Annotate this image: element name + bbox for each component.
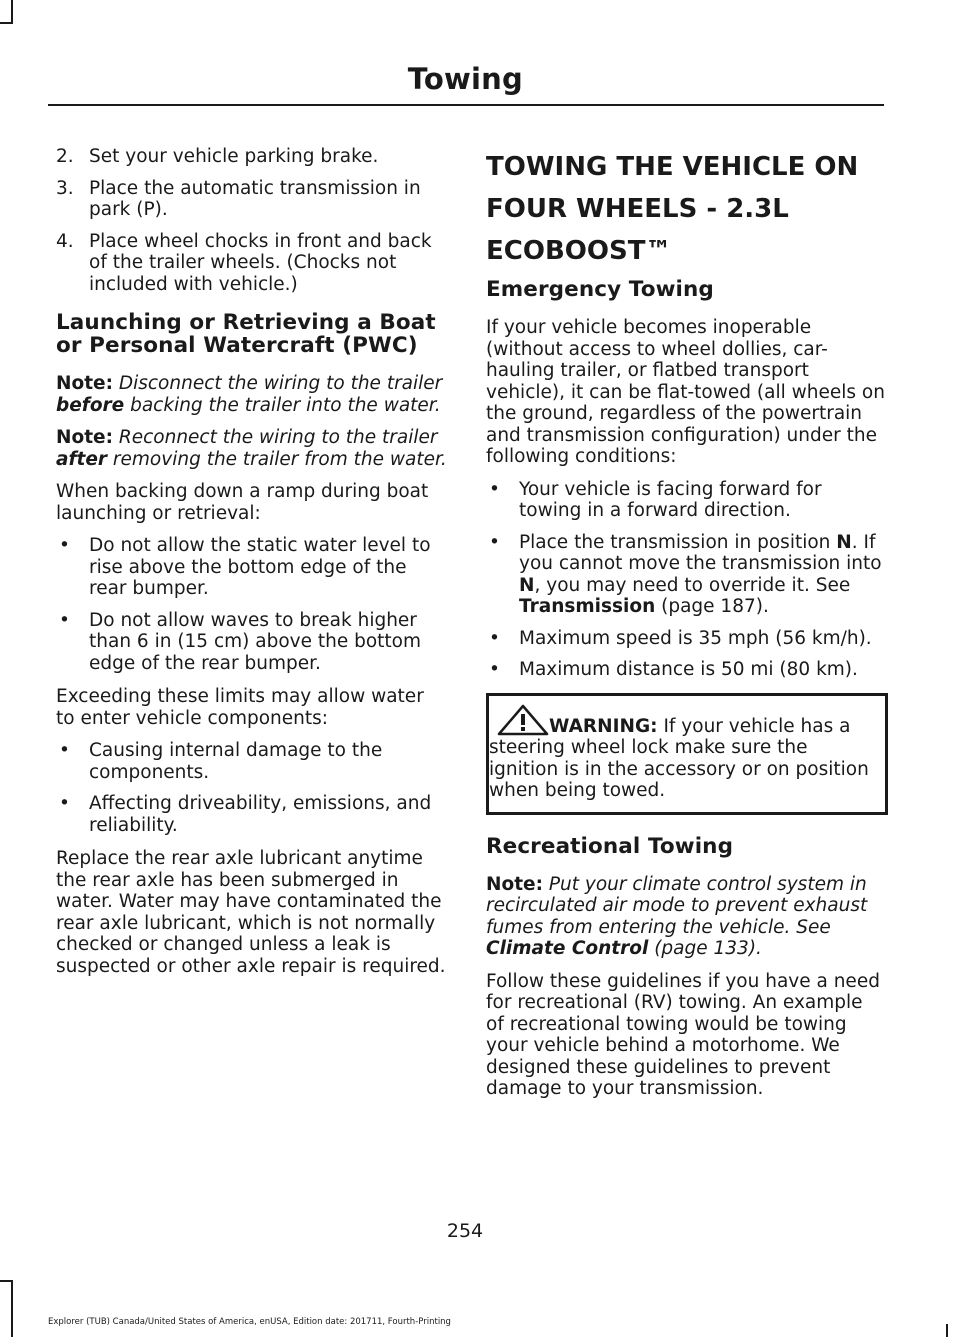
crop-mark xyxy=(0,22,13,24)
step-item: 2. Set your vehicle parking brake. xyxy=(56,146,379,167)
limits-paragraph: Exceeding these limits may allow water to enter vehicle components: xyxy=(56,686,424,729)
note-disconnect: Note: Disconnect the wiring to the trailer before backing the trailer into the water. xyxy=(56,373,443,416)
ramp-paragraph: When backing down a ramp during boat launching or retrieval: xyxy=(56,481,429,524)
list-item: • Your vehicle is facing forward for towing in a forward direction. xyxy=(489,478,822,521)
header-divider xyxy=(48,104,884,106)
damage-bullet-list xyxy=(56,740,448,836)
transmission-link[interactable]: Transmission xyxy=(519,596,656,617)
emergency-heading: Emergency Towing xyxy=(486,277,714,302)
page-header-title: Towing xyxy=(407,62,523,96)
list-item: • Affecting driveability, emissions, and reliability. xyxy=(59,793,432,836)
launch-heading: Launching or Retrieving a Boat or Personal Watercraft (PWC) xyxy=(56,310,436,358)
crop-mark xyxy=(0,1280,13,1282)
right-column xyxy=(486,146,886,1111)
left-column xyxy=(56,146,448,988)
page-number: 254 xyxy=(446,1220,484,1242)
section-title: TOWING THE VEHICLE ON FOUR WHEELS - 2.3L ECOBOOST™ xyxy=(486,152,859,266)
warning-text: If your vehicle has a steering wheel lock make sure the ignition is in the accessory or on position when being towed. xyxy=(489,715,869,801)
warning-triangle-icon xyxy=(497,704,549,736)
list-item: • Maximum speed is 35 mph (56 km/h). xyxy=(489,627,872,649)
warning-label: WARNING: xyxy=(549,715,658,737)
recreational-paragraph: Follow these guidelines if you have a need for recreational (RV) towing. An example of recreational towing would be towing your vehicle behind a motorhome. We designed these guidelines to prevent damage to your transmission. xyxy=(486,970,880,1099)
list-item: • Do not allow waves to break higher than 6 in (15 cm) above the bottom edge of the rear bumper. xyxy=(59,609,422,674)
list-item: • Place the transmission in position N. If you cannot move the transmission into N, you may need to override it. See Transmission (page 187). xyxy=(489,531,882,617)
footer-text: Explorer (TUB) Canada/United States of America, enUSA, Edition date: 201711, Fourth-Printing xyxy=(48,1317,451,1327)
step-item: 3. Place the automatic transmission in park (P). xyxy=(56,177,421,220)
warning-box xyxy=(486,693,888,815)
note-climate: Note: Put your climate control system in recirculated air mode to prevent exhaust fumes from entering the vehicle. See Climate Control (page 133). xyxy=(486,873,868,959)
list-item: • Maximum distance is 50 mi (80 km). xyxy=(489,659,858,680)
crop-mark xyxy=(11,1280,13,1337)
list-item: • Causing internal damage to the components. xyxy=(59,740,383,783)
ramp-bullet-list xyxy=(56,535,448,674)
step-item: 4. Place wheel chocks in front and back of the trailer wheels. (Chocks not included with vehicle.) xyxy=(56,230,432,295)
climate-control-link[interactable]: Climate Control xyxy=(486,938,649,959)
note-reconnect: Note: Reconnect the wiring to the trailer after removing the trailer from the water. xyxy=(56,427,447,470)
crop-mark xyxy=(946,1324,948,1337)
crop-mark xyxy=(11,0,13,22)
lubricant-paragraph: Replace the rear axle lubricant anytime the rear axle has been submerged in water. Water may have contaminated the rear axle lubricant, which is not normally checked or changed unless a leak is suspected or other axle repair is required. xyxy=(56,848,446,977)
step-list xyxy=(56,146,448,295)
conditions-bullet-list xyxy=(486,479,886,681)
emergency-paragraph: If your vehicle becomes inoperable (without access to wheel dollies, car-hauling trailer, or flatbed transport vehicle), it can be flat-towed (all wheels on the ground, regardless of the powertrain and transmission configuration) under the following conditions: xyxy=(486,317,885,467)
list-item: • Do not allow the static water level to rise above the bottom edge of the rear bumper. xyxy=(59,535,431,599)
recreational-heading: Recreational Towing xyxy=(486,833,734,859)
